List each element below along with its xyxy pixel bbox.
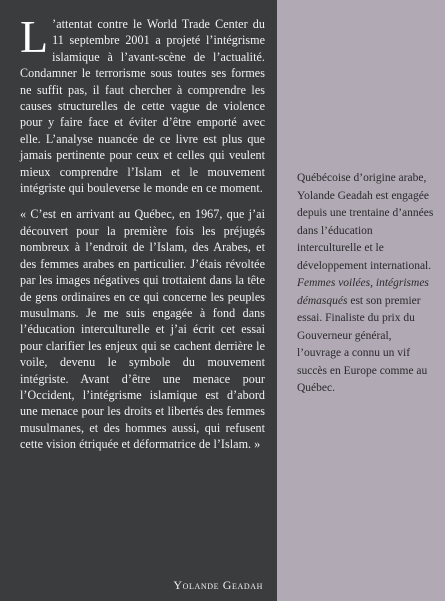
author-bio — [297, 170, 435, 398]
book-title: Femmes voilées, intégrismes démasqués — [297, 277, 429, 307]
author-signature: Yolande Geadah — [173, 578, 263, 592]
drop-cap: L — [20, 11, 49, 62]
intro-text: ’attentat contre le World Trade Center du 11 septembre 2001 a projeté l’intégrisme islamique à l’avant-scène de l’actualité. Condamner le terrorisme sous toutes ses formes ne suffit pas, il faut chercher à comprendre les causes structurelles de cette vague de violence pour y faire face et éviter d’être emporté avec elle. L’analyse nuancée de ce livre est plus que jamais pertinente pour ceux et celles qui veulent mieux comprendre l’Islam et le mouvement intégriste qui bouleverse le monde en ce moment. — [20, 17, 265, 196]
author-bio-panel — [277, 0, 445, 601]
bio-text-1: Québécoise d’origine arabe, Yolande Geadah est engagée depuis une trentaine d’années dans l’éducation interculturelle et le développement international. — [297, 172, 434, 272]
bio-text-2: est son premier essai. Finaliste du prix du Gouverneur général, l’ouvrage a connu un vif succès en Europe comme au Québec. — [297, 294, 428, 394]
author-quote: « C’est en arrivant au Québec, en 1967, que j’ai découvert pour la première fois les préjugés nombreux à l’endroit de l’Islam, des Arabes, et des femmes arabes en particulier. J’étais révoltée par les images négatives qui trottaient dans la tête de gens ordinaires en ce qui concerne les peuples musulmans. Je me suis engagée à fond dans l’éducation interculturelle et j’ai écrit cet essai pour clarifier les enjeux qui se cachent derrière le voile, devenu le symbole du mouvement intégriste. Avant d’être une menace pour l’Occident, l’intégrisme islamique est d’abord une menace pour les droits et libertés des femmes musulmanes, et des hommes aussi, qui refusent cette vision étriquée et déformatrice de l’Islam. » — [20, 207, 265, 452]
intro-paragraph — [20, 11, 265, 196]
